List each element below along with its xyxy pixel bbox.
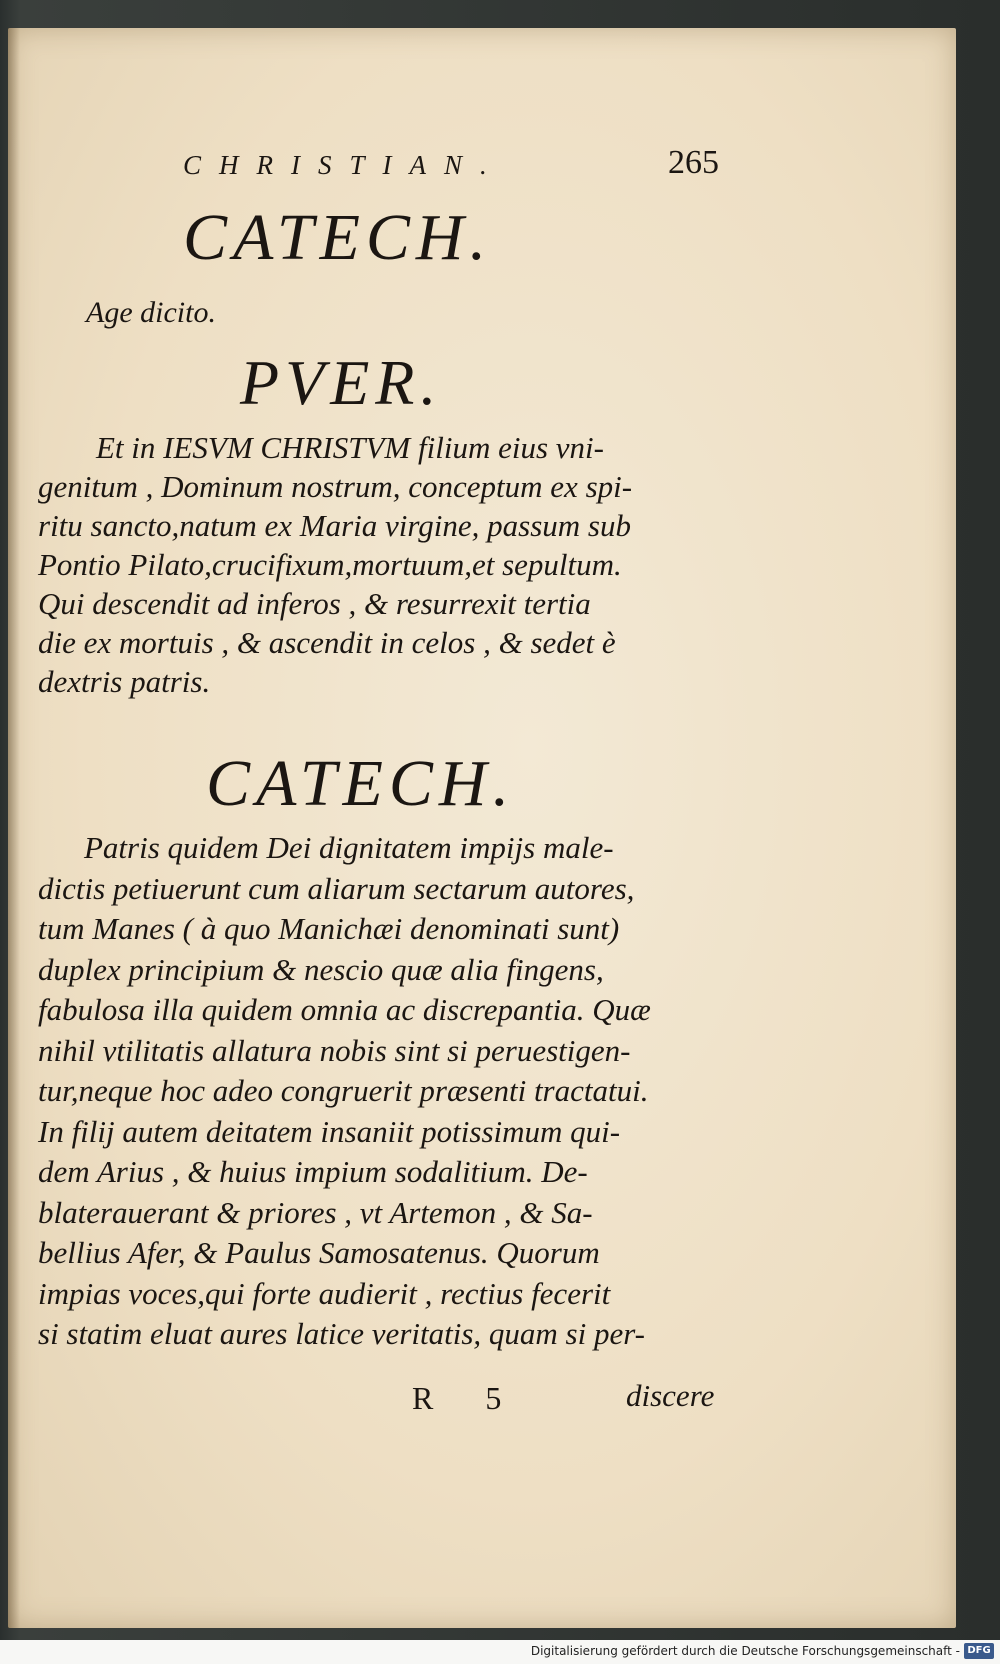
- book-page: [8, 28, 956, 1628]
- signature-mark: R 5: [412, 1380, 524, 1416]
- text-line: bellius Afer, & Paulus Samosatenus. Quorum: [38, 1235, 600, 1270]
- text-line: Et in IESVM CHRISTVM filium eius vni-: [96, 430, 604, 465]
- speaker-line: Age dicito.: [86, 296, 216, 329]
- page-number: 265: [668, 144, 719, 181]
- text-line: dextris patris.: [38, 664, 211, 699]
- dfg-logo-icon: DFG: [964, 1643, 994, 1659]
- text-line: impias voces,qui forte audierit , rectius fecerit: [38, 1275, 611, 1311]
- text-line: Patris quidem Dei dignitatem impijs male-: [84, 830, 614, 865]
- text-line: tur,neque hoc adeo congruerit præsenti tractatui.: [38, 1073, 649, 1108]
- text-line: blaterauerant & priores , vt Artemon , & Sa-: [38, 1194, 593, 1230]
- text-line: si statim eluat aures latice veritatis, quam si per-: [38, 1316, 645, 1351]
- text-line: tum Manes ( à quo Manichæi denominati sunt): [38, 911, 620, 946]
- text-line: genitum , Dominum nostrum, conceptum ex spi-: [38, 469, 633, 504]
- text-line: nihil vtilitatis allatura nobis sint si peruestigen-: [38, 1032, 631, 1068]
- text-line: dem Arius , & huius impium sodalitium. De-: [38, 1154, 588, 1189]
- text-line: Pontio Pilato,crucifixum,mortuum,et sepultum.: [38, 547, 622, 582]
- heading-puer: PVER.: [240, 347, 443, 418]
- catchword: discere: [626, 1378, 715, 1413]
- text-line: ritu sancto,natum ex Maria virgine, passum sub: [38, 508, 631, 543]
- text-line: Qui descendit ad inferos , & resurrexit tertia: [38, 586, 591, 621]
- paragraph-creed: [38, 428, 718, 701]
- heading-catech-2: CATECH.: [206, 747, 516, 820]
- page-binding-shadow: [8, 28, 20, 1628]
- text-line: dictis petiuerunt cum aliarum sectarum autores,: [38, 870, 635, 906]
- heading-catech-1: CATECH.: [183, 201, 493, 274]
- text-line: duplex principium & nescio quæ alia fingens,: [38, 951, 604, 987]
- text-line: In filij autem deitatem insaniit potissimum qui-: [38, 1113, 621, 1149]
- paragraph-commentary: [38, 828, 718, 1355]
- running-head: CHRISTIAN.: [183, 150, 505, 180]
- text-line: die ex mortuis , & ascendit in celos , & sedet è: [38, 625, 616, 660]
- digitization-credit: Digitalisierung gefördert durch die Deutsche Forschungsgemeinschaft -: [530, 1644, 960, 1658]
- text-line: fabulosa illa quidem omnia ac discrepantia. Quæ: [38, 992, 651, 1027]
